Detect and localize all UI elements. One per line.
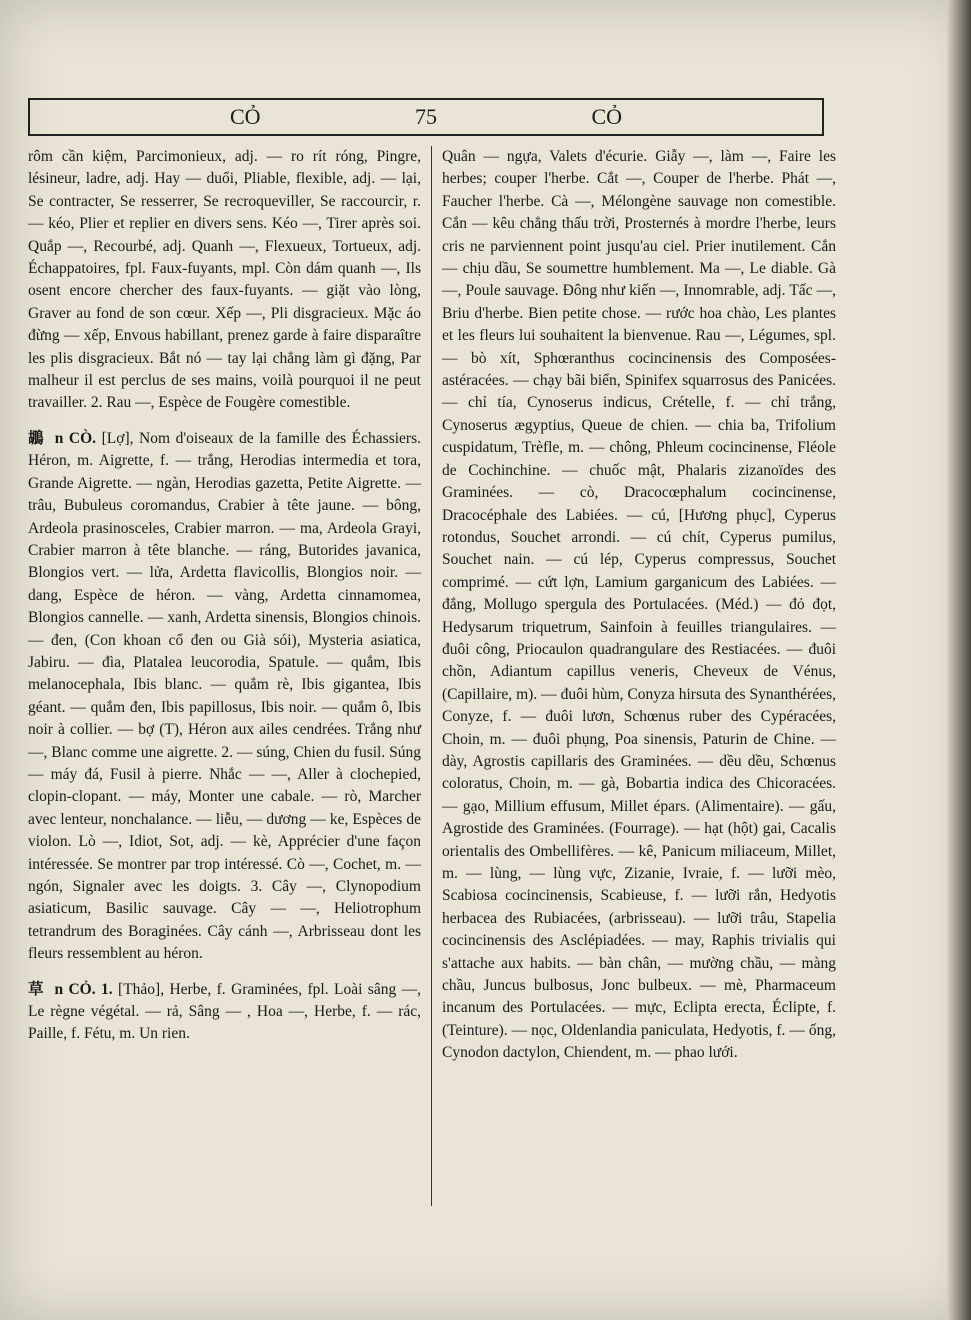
dictionary-entry — [28, 146, 421, 415]
dictionary-entry — [442, 146, 836, 1065]
chinese-character: 鶘 — [28, 428, 46, 447]
page-edge-shadow — [947, 0, 971, 1320]
entry-headword: n CỎ. 1. — [54, 980, 113, 998]
dictionary-entry — [28, 427, 421, 966]
page-number: 75 — [415, 104, 437, 129]
entry-text: Quân — ngựa, Valets d'écurie. Giẫy —, làm —, Faire les herbes; couper l'herbe. Cắt —, Couper de l'herbe. Phát —, Faucher l'herbe. Cà —, Mélongène sauvage non comestible. Cắn — kêu chẳng thấu trời, Prosternés à mordre l'herbe, leurs cris ne parviennent point jusqu'au ciel. Prier inutilement. Cắn — chịu dầu, Se soumettre humblement. Ma —, Le diable. Gà —, Poule sauvage. Đông như kiến —, Innomrable, adj. Tấc —, Briu d'herbe. Bien petite chose. — rước hoa chào, Les plantes et les fleurs lui souhaitent la bienvenue. Rau —, Légumes, spl. — bò xít, Sphœranthus cocincinensis des Composées-astéracées. — chạy bãi biển, Spinifex squarrosus des Panicées. — chỉ tía, Cynoserus indicus, Crételle, f. — chỉ trắng, Cynoserus ægyptius, Queue de chien. — chia ba, Trifolium cuspidatum, Trèfle, m. — chông, Phleum cocincinense, Fléole de Cochinchine. — chuốc mật, Phalaris zizanoïdes des Graminées. — cò, Dracocœphalum cocincinense, Dracocéphale des Labiées. — cú, [Hương phục], Cyperus rotondus, Souchet arrondi. — cú chít, Cyperus pumilus, Souchet nain. — cú lép, Cyperus compressus, Souchet comprimé. — cứt lợn, Lamium garganicum des Labiées. — đắng, Mollugo spergula des Portulacées. (Méd.) — đỏ đọt, Hedysarum triquetrum, Sainfoin à feuilles triangulaires. — đuôi công, Priocaulon quadrangulare des Restiacées. — đuôi chồn, Adiantum capillus veneris, Cheveux de Vénus, (Capillaire, m). — đuôi hùm, Conyza hirsuta des Synanthérées, Conyze, f. — đuôi lươn, Schœnus ruber des Cypéracées, Choin, m. — đuôi phụng, Poa sinensis, Paturin de Chine. — dày, Agrostis capillaris des Graminées. — dều dều, Schœnus coloratus, Choin, m. — gà, Bobartia indica des Chicoracées. — gạo, Millium effusum, Millet épars. (Alimentaire). — gấu, Agrostide des Graminées. (Fourrage). — hạt (hột) gai, Cacalis orientalis des Ombellifères. — kê, Panicum miliaceum, Millet, m. — lùng, — lùng vực, Zizanie, Ivraie, f. — lưỡi mèo, Scabiosa cocincinensis, Scabieuse, f. — lưỡi rắn, Hedyotis herbacea des Rubiacées, (arbrisseau). — lưỡi trâu, Stapelia cocincinensis des Asclépiadées. — may, Raphis trivialis qui s'attache aux habits. — bàn chân, — mường chầu, — màng chầu, Juncus bulbosus, Jonc bulbeux. — mè, Pharmaceum incanum des Portulacées. — mực, Eclipta erecta, Éclipte, f. (Teinture). — nọc, Oldenlandia paniculata, Hedyotis, f. — ống, Cynodon dactylon, Chiendent, m. — phao lưới. — [442, 148, 836, 1062]
chinese-character: 草 — [28, 979, 46, 998]
running-head-left: CỎ — [230, 104, 261, 129]
entry-text: [Lợ], Nom d'oiseaux de la famille des Échassiers. Héron, m. Aigrette, f. — trắng, Herodias intermedia et tora, Grande Aigrette. — ngàn, Herodias gazetta, Petite Aigrette. — trâu, Bubuleus coromandus, Crabier à tête jaune. — bông, Ardeola prasinosceles, Crabier marron. — ma, Ardeola Grayi, Crabier marron à tête blanche. — ráng, Butorides javanica, Blongios vert. — lửa, Ardetta flavicollis, Blongios noir. — dang, Espèce de héron. — vàng, Ardetta cinnamomea, Blongios cannelle. — xanh, Ardetta sinensis, Blongios chinois. — đen, (Con khoan cổ đen ou Già sói), Mysteria asiatica, Jabiru. — đìa, Platalea leucorodia, Spatule. — quắm, Ibis melanocephala, Ibis blanc. — quắm rè, Ibis gigantea, Ibis géant. — quắm đen, Ibis papillosus, Ibis noir. — quắm ô, Ibis noir à collier. — bợ (T), Héron aux ailes cendrées. Trắng như —, Blanc comme une aigrette. 2. — súng, Chien du fusil. Súng — máy đá, Fusil à pierre. Nhắc — —, Aller à clochepied, clopin-clopant. — máy, Monter une cabale. — rò, Marcher avec lenteur, nonchalance. — liễu, — dương — ke, Espèces de violon. Lò —, Idiot, Sot, adj. — kè, Apprécier d'une façon intéressée. Se montrer par trop intéressé. Cò —, Cochet, m. — ngón, Signaler avec les doigts. 3. Cây —, Clynopodium asiaticum, Basilic sauvage. Cây — —, Heliotrophum tetrandrum des Boraginées. Cây cánh —, Arbrisseau dont les fleurs ressemblent au héron. — [28, 429, 421, 963]
entry-text: rôm cần kiệm, Parcimonieux, adj. — ro rít róng, Pingre, lésineur, ladre, adj. Hay — duổi, Pliable, flexible, adj. — lại, Se contracter, Se resserrer, Se recroqueviller, Se raccourcir, r. — kéo, Plier et replier en divers sens. Kéo —, Tirer après soi. Quắp —, Recourbé, adj. Quanh —, Flexueux, Tortueux, adj. Échappatoires, fpl. Faux-fuyants, mpl. Còn dám quanh —, Ils osent encore chercher des faux-fuyants. — giặt vào lòng, Graver au fond de son cœur. Xếp —, Pli disgracieux. Mặc áo đừng — xếp, Envous habillant, prenez garde à faire disparaître les plis disgracieux. Bắt nó — tay lại chẳng làm gì đặng, Par malheur il est perclus de ses mains, voilà pourquoi il ne peut travailler. 2. Rau —, Espèce de Fougère comestible. — [28, 148, 421, 412]
running-head — [28, 98, 824, 136]
left-column — [22, 146, 432, 1206]
right-column — [432, 146, 842, 1206]
running-head-right: CỎ — [591, 104, 622, 129]
two-column-body — [22, 146, 842, 1206]
dictionary-entry — [28, 978, 421, 1046]
entry-headword: n CÒ. — [54, 429, 97, 447]
entry-text: [Thảo], Herbe, f. Graminées, fpl. Loài sâng —, Le règne végétal. — rả, Sâng — , Hoa —, Herbe, f. — rác, Paille, f. Fétu, m. Un rien. — [28, 980, 421, 1043]
